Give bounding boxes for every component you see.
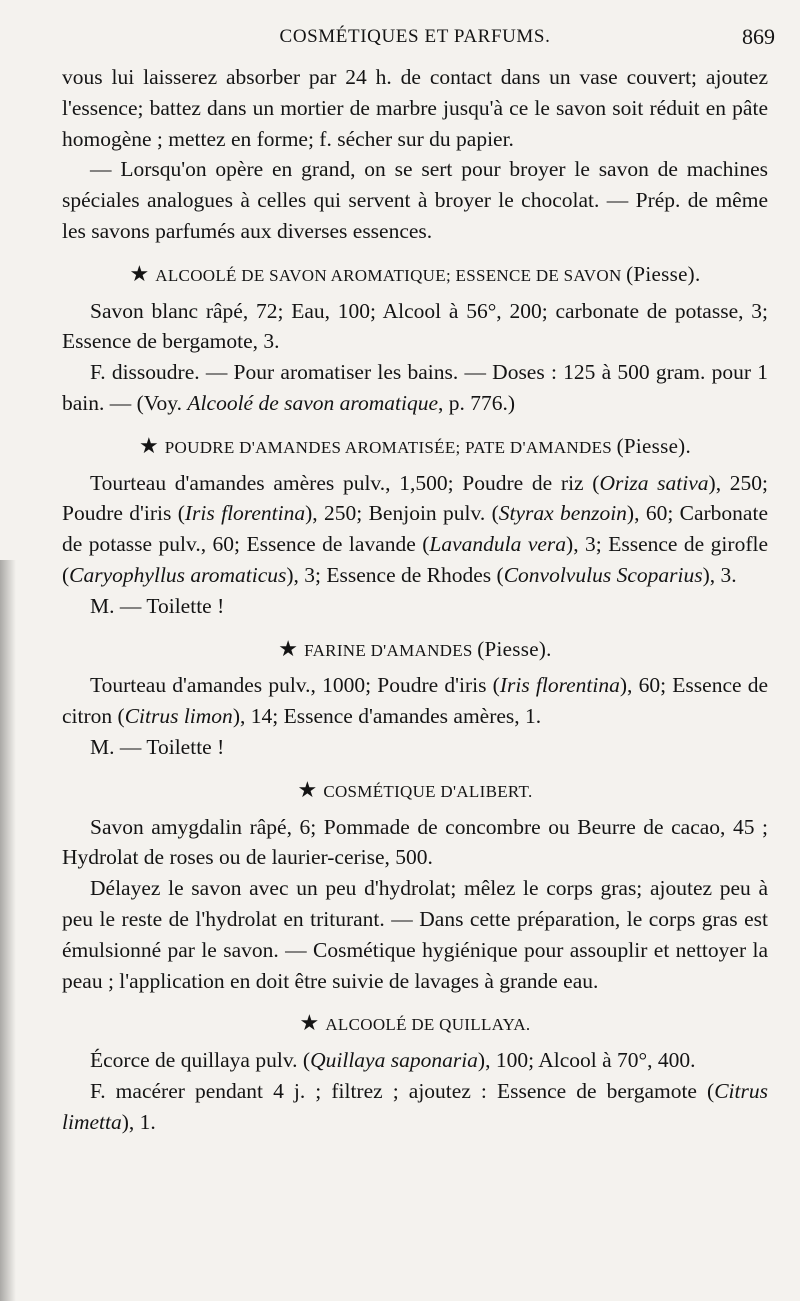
binding-shadow bbox=[0, 560, 16, 1301]
text-run: ), 60; Carbonate de potasse pulv., 60; Essence de lavande ( bbox=[62, 501, 768, 557]
paragraph bbox=[62, 468, 768, 591]
italic-term: Quillaya saponaria bbox=[310, 1048, 478, 1073]
star-icon: ★ bbox=[297, 776, 324, 802]
italic-term: Citrus limetta bbox=[62, 1078, 768, 1134]
text-run: Délayez le savon avec un peu d'hydrolat; mêlez le corps gras; ajoutez peu à peu le reste de l'hydrolat en triturant. — Dans cette préparation, le corps gras est émulsionné par le savon. — Cosmétique hygiénique pour assouplir et nettoyer la peau ; l'application en doit être suivie de lavages à grande eau. bbox=[62, 876, 768, 993]
running-head bbox=[55, 20, 775, 52]
text-run: ), 60; Essence de citron ( bbox=[62, 673, 769, 729]
text-run: Tourteau d'amandes amères pulv., 1,500; Poudre de riz ( bbox=[90, 470, 600, 495]
heading-author: (Piesse). bbox=[616, 433, 692, 458]
section-heading bbox=[62, 775, 768, 808]
section-heading bbox=[62, 259, 768, 292]
heading-title: COSMÉTIQUE D'ALIBERT. bbox=[323, 781, 533, 801]
text-run: F. macérer pendant 4 j. ; filtrez ; ajoutez : Essence de bergamote ( bbox=[90, 1078, 715, 1103]
italic-term: Lavandula vera bbox=[429, 532, 567, 557]
text-run: ), 250; Poudre d'iris ( bbox=[62, 470, 768, 526]
heading-title: FARINE D'AMANDES bbox=[304, 640, 473, 660]
paragraph bbox=[62, 670, 768, 732]
star-icon: ★ bbox=[129, 260, 156, 286]
section-heading bbox=[62, 431, 768, 464]
text-run: Savon amygdalin râpé, 6; Pommade de concombre ou Beurre de cacao, 45 ; Hydrolat de roses ou de laurier-cerise, 500. bbox=[62, 814, 768, 870]
star-icon: ★ bbox=[138, 432, 165, 458]
italic-term: Iris florentina bbox=[499, 673, 620, 698]
section-heading bbox=[62, 634, 768, 667]
paragraph bbox=[62, 591, 768, 622]
text-run: ), 3; Essence de Rhodes ( bbox=[286, 562, 504, 587]
heading-author: (Piesse). bbox=[626, 261, 701, 286]
star-icon: ★ bbox=[299, 1010, 326, 1036]
running-title: COSMÉTIQUES ET PARFUMS. bbox=[279, 26, 551, 47]
italic-term: Citrus limon bbox=[124, 704, 233, 729]
text-run: ), 3. bbox=[702, 562, 737, 587]
text-run: Savon blanc râpé, 72; Eau, 100; Alcool à 56°, 200; carbonate de potasse, 3; Essence de bergamote, 3. bbox=[62, 298, 768, 354]
text-run: ), 1. bbox=[121, 1109, 156, 1134]
heading-author: (Piesse). bbox=[477, 636, 552, 661]
text-run: ), 100; Alcool à 70°, 400. bbox=[477, 1048, 696, 1073]
page-number: 869 bbox=[742, 24, 775, 49]
star-icon: ★ bbox=[278, 635, 305, 661]
italic-term: Styrax benzoin bbox=[498, 501, 627, 526]
text-run: vous lui laisserez absorber par 24 h. de contact dans un vase couvert; ajoutez l'essence; battez dans un mortier de marbre jusqu'à ce le savon soit réduit en pâte homogène ; mettez en forme; f. sécher sur du papier. bbox=[62, 65, 768, 151]
italic-term: Iris florentina bbox=[184, 501, 306, 526]
italic-term: Caryophyllus aromaticus bbox=[69, 562, 287, 587]
text-run: Écorce de quillaya pulv. ( bbox=[90, 1048, 311, 1073]
text-run: ), 3; Essence de girofle ( bbox=[62, 532, 768, 587]
italic-term: Convolvulus Scoparius bbox=[503, 562, 703, 587]
text-run: M. — Toilette ! bbox=[90, 593, 225, 618]
text-run: F. dissoudre. — Pour aromatiser les bains. — Doses : 125 à 500 gram. pour 1 bain. — (Voy. bbox=[62, 360, 768, 415]
text-run: ), 250; Benjoin pulv. ( bbox=[305, 501, 499, 526]
italic-term: Alcoolé de savon aromatique bbox=[187, 390, 438, 415]
heading-title: ALCOOLÉ DE SAVON AROMATIQUE; ESSENCE DE SAVON bbox=[155, 265, 622, 285]
paragraph bbox=[62, 873, 768, 996]
text-run: , p. 776.) bbox=[438, 390, 516, 415]
text-run: Tourteau d'amandes pulv., 1000; Poudre d'iris ( bbox=[90, 673, 500, 698]
paragraph bbox=[62, 1076, 768, 1138]
paragraph bbox=[62, 812, 768, 874]
body-text bbox=[62, 62, 768, 1138]
paragraph bbox=[62, 154, 768, 246]
text-run: — Lorsqu'on opère en grand, on se sert pour broyer le savon de machines spéciales analogues à celles qui servent à broyer le chocolat. — Prép. de même les savons parfumés aux diverses essences. bbox=[62, 157, 768, 243]
italic-term: Oriza sativa bbox=[599, 470, 709, 495]
paragraph bbox=[62, 62, 768, 154]
paragraph bbox=[62, 732, 768, 763]
paragraph bbox=[62, 1045, 768, 1076]
heading-title: ALCOOLÉ DE QUILLAYA. bbox=[325, 1015, 531, 1035]
heading-title: POUDRE D'AMANDES AROMATISÉE; PATE D'AMANDES bbox=[164, 437, 613, 457]
section-heading bbox=[62, 1008, 768, 1041]
text-run: ), 14; Essence d'amandes amères, 1. bbox=[232, 704, 542, 729]
paragraph bbox=[62, 296, 768, 358]
paragraph bbox=[62, 357, 768, 419]
text-run: M. — Toilette ! bbox=[90, 734, 225, 759]
